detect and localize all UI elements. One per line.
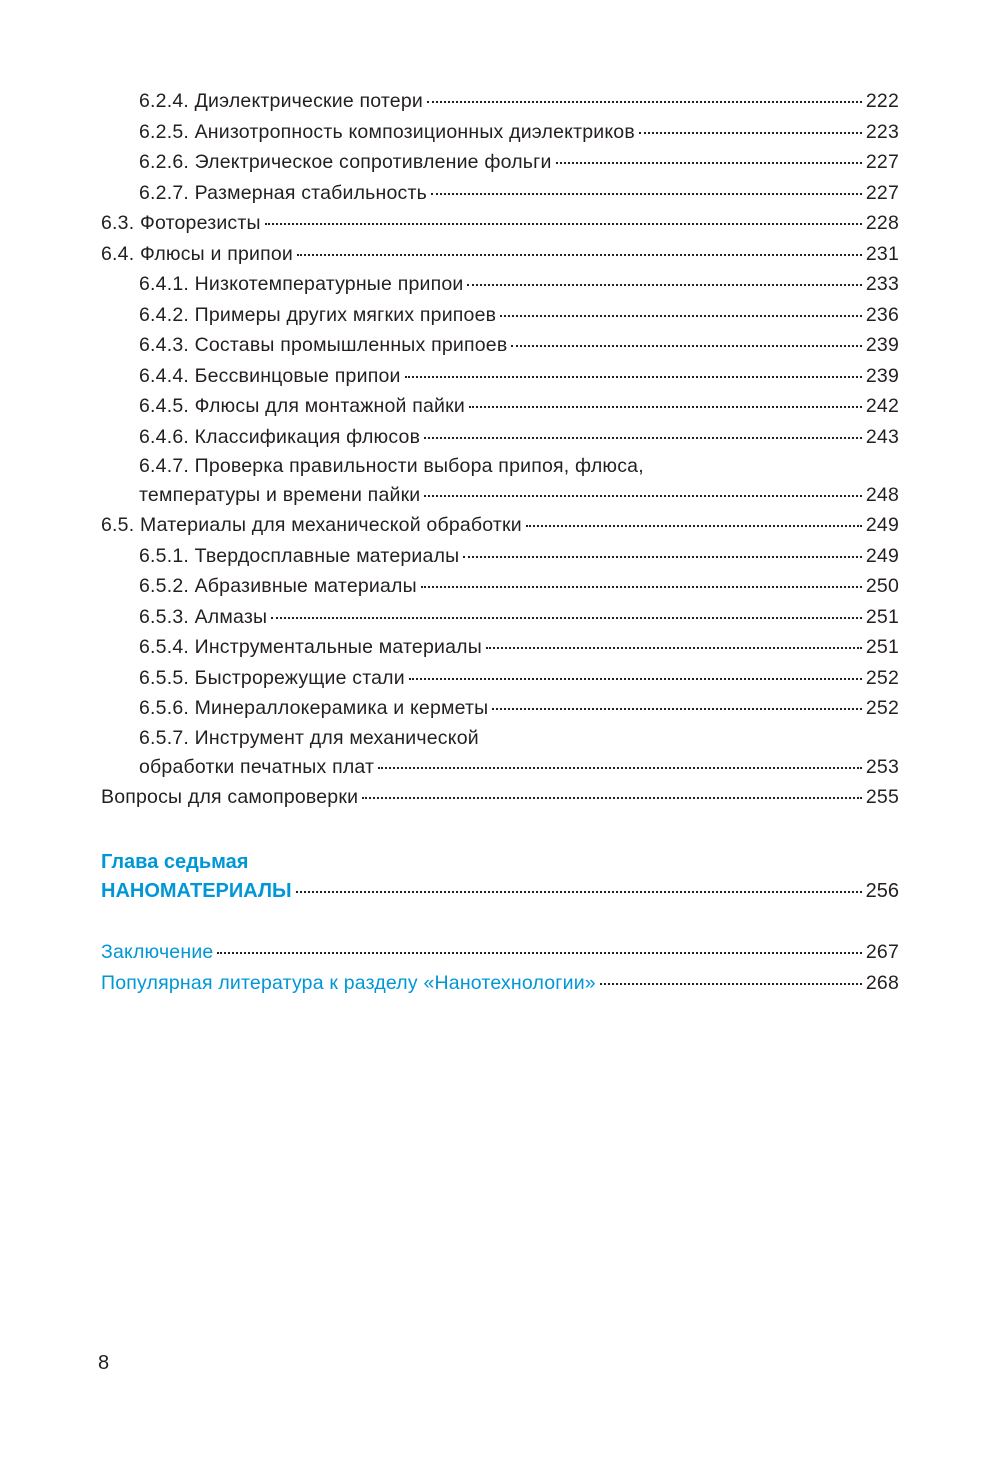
toc-entry-page: 251 (865, 605, 899, 628)
toc-entry-title: 6.2.6. Электрическое сопротивление фольги (139, 151, 552, 173)
toc-entry-title: 6.5. Материалы для механической обработки (101, 514, 522, 536)
toc-entry-page: 233 (865, 273, 899, 295)
toc-entry-title: 6.4.4. Бессвинцовые припои (139, 364, 401, 387)
toc-entry-page: 268 (865, 971, 899, 994)
toc-entry-title-line2: обработки печатных плат (139, 755, 375, 778)
toc-entry-title: 6.5.5. Быстрорежущие стали (139, 666, 405, 689)
toc-entry-page: 227 (865, 151, 899, 173)
toc-entry[interactable] (101, 937, 899, 968)
toc-entry-questions[interactable] (101, 782, 899, 813)
chapter-page: 256 (865, 880, 899, 902)
dot-leader (378, 766, 862, 769)
toc-entry-title: 6.4.1. Низкотемпературные припои (139, 273, 464, 295)
dot-leader (639, 131, 862, 134)
toc-entry-title: Популярная литература к разделу «Нанотехнологии» (101, 971, 596, 994)
toc-entry-page: 267 (865, 941, 899, 963)
toc-entry[interactable] (101, 510, 899, 541)
dot-leader (296, 890, 862, 893)
toc-group-6-5 (101, 510, 899, 724)
toc-entry-title: 6.3. Фоторезисты (101, 212, 261, 234)
dot-leader (421, 585, 862, 588)
toc-entry-page: 242 (865, 395, 899, 417)
dot-leader (526, 524, 862, 527)
toc-entry[interactable] (101, 693, 899, 724)
dot-leader (427, 100, 862, 103)
toc-entry-page: 251 (865, 636, 899, 658)
chapter-seven (101, 848, 899, 906)
toc-entry-title: 6.5.1. Твердосплавные материалы (139, 544, 460, 567)
toc-entry-page: 228 (865, 212, 899, 234)
toc-entry-page: 223 (865, 120, 899, 143)
toc-entry-page: 222 (865, 90, 899, 112)
toc-entry-title-line1: 6.4.7. Проверка правильности выбора припоя, флюса, (139, 455, 644, 477)
toc-entry-title: 6.2.5. Анизотропность композиционных диэлектриков (139, 120, 635, 143)
toc-entry-page: 231 (865, 242, 899, 265)
toc-entry-title: 6.4.3. Составы промышленных припоев (139, 334, 508, 356)
toc-entry-title: Вопросы для самопроверки (101, 785, 359, 808)
toc-entry-page: 227 (865, 181, 899, 204)
toc-entry[interactable] (101, 968, 899, 999)
toc-entry[interactable] (101, 391, 899, 422)
end-matter (101, 937, 899, 998)
toc-entry-6-5-7[interactable] (101, 724, 899, 782)
chapter-title: НАНОМАТЕРИАЛЫ (101, 880, 292, 902)
toc-entry[interactable] (101, 422, 899, 453)
toc-entry[interactable] (101, 361, 899, 392)
toc-entry-title: 6.5.6. Минераллокерамика и керметы (139, 697, 489, 719)
toc-entry[interactable] (101, 632, 899, 663)
dot-leader (271, 616, 862, 619)
page-number: 8 (98, 1352, 110, 1374)
toc-entry[interactable] (101, 602, 899, 633)
toc-entry-title: 6.2.4. Диэлектрические потери (139, 90, 423, 112)
toc-entry-page: 252 (865, 697, 899, 719)
dot-leader (424, 494, 861, 497)
toc-entry-title: 6.5.3. Алмазы (139, 605, 268, 628)
dot-leader (556, 161, 862, 164)
dot-leader (463, 555, 861, 558)
toc-entry[interactable] (101, 663, 899, 694)
dot-leader (500, 314, 862, 317)
toc-group-6-2-6-4 (101, 86, 899, 452)
toc-entry-page: 248 (865, 484, 899, 506)
toc-entry-title: Заключение (101, 941, 214, 963)
toc-entry-page: 249 (865, 544, 899, 567)
toc-entry[interactable] (101, 239, 899, 270)
dot-leader (405, 375, 862, 378)
toc-entry-page: 249 (865, 514, 899, 536)
toc-entry[interactable] (101, 300, 899, 331)
dot-leader (511, 344, 861, 347)
toc-entry[interactable] (101, 269, 899, 300)
toc-entry[interactable] (101, 147, 899, 178)
toc-entry-title-line1: 6.5.7. Инструмент для механической (139, 726, 479, 749)
dot-leader (217, 951, 861, 954)
toc-entry-title: 6.5.2. Абразивные материалы (139, 575, 417, 597)
toc-entry-title: 6.4.2. Примеры других мягких припоев (139, 303, 497, 326)
toc-entry-title: 6.2.7. Размерная стабильность (139, 181, 427, 204)
toc-entry[interactable] (101, 178, 899, 209)
toc-entry-title: 6.4.5. Флюсы для монтажной пайки (139, 395, 465, 417)
toc-entry-title: 6.5.4. Инструментальные материалы (139, 636, 482, 658)
toc-entry[interactable] (101, 208, 899, 239)
toc-entry-page: 239 (865, 334, 899, 356)
dot-leader (431, 192, 862, 195)
dot-leader (600, 982, 862, 985)
toc-entry[interactable] (101, 330, 899, 361)
toc-entry-6-4-7[interactable] (101, 452, 899, 510)
chapter-label: Глава седьмая (101, 851, 249, 873)
dot-leader (297, 253, 862, 256)
dot-leader (467, 283, 861, 286)
toc-entry[interactable] (101, 571, 899, 602)
toc-entry[interactable] (101, 86, 899, 117)
dot-leader (424, 436, 862, 439)
toc-entry-title-line2: температуры и времени пайки (139, 484, 421, 506)
dot-leader (492, 707, 861, 710)
toc-entry-page: 239 (865, 364, 899, 387)
toc-entry-page: 255 (865, 785, 899, 808)
dot-leader (469, 405, 862, 408)
toc-entry-page: 253 (865, 755, 899, 778)
toc-entry-page: 236 (865, 303, 899, 326)
toc-entry-page: 250 (865, 575, 899, 597)
dot-leader (409, 677, 862, 680)
toc-entry[interactable] (101, 541, 899, 572)
dot-leader (486, 646, 862, 649)
toc-entry[interactable] (101, 117, 899, 148)
toc-entry-page: 243 (865, 425, 899, 448)
chapter-title-row[interactable] (101, 876, 899, 906)
toc-entry-title: 6.4.6. Классификация флюсов (139, 425, 421, 448)
dot-leader (362, 796, 862, 799)
toc-entry-title: 6.4. Флюсы и припои (101, 242, 294, 265)
dot-leader (265, 222, 862, 225)
toc-entry-page: 252 (865, 666, 899, 689)
table-of-contents (101, 86, 899, 812)
